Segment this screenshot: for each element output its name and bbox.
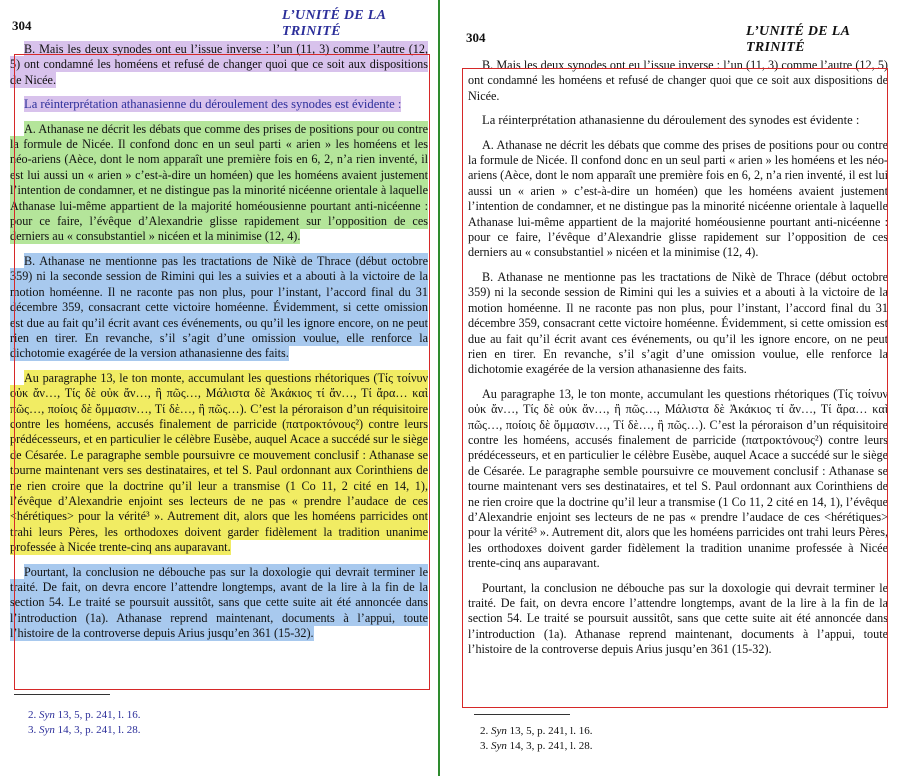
- paragraph: B. Mais les deux synodes ont eu l’issue inverse : l’un (11, 3) comme l’autre (12, 5) ont condamné les homéens et refusé de changer quoi que ce soit aux dispositions de Nicée.: [10, 42, 428, 87]
- paragraph: Au paragraphe 13, le ton monte, accumulant les questions rhétoriques (Τίς τοίνυν οὐκ ἄν…, Τίς δὲ οὐκ ἄν…, ἢ πῶς…, Μάλιστα δὲ Ἀκάκιος τί ἄν…, Τί ἄρα… καὶ πῶς…, ποίοις δὲ ὄμμασιν…, Τί δὲ…, ἢ πῶς…). C’est la péroraison d’un réquisitoire contre les homéens, accusés finalement de parricide (πατροκτόνους²) contre leurs prédécesseurs, et en particulier le célèbre Eusèbe, auquel Acace a succédé sur le siège de Césarée. Le paragraphe semble poursuivre ce mouvement conclusif : Athanase se tourne maintenant vers ses destinataires, et tel S. Paul ordonnant aux Corinthiens de ne rien croire que la doctrine qu’il leur a transmise (1 Co 11, 2 cité en 14, 1), l’évêque d’Alexandrie enjoint ses lecteurs de ne pas « prendre l’audace de ces <hérétiques> pour la vérité³ ». Autrement dit, alors que les homéens parricides ont trahi leurs Pères, les orthodoxes doivent garder fidèlement la tradition unanime professée à Nicée trente-cinq ans auparavant.: [10, 370, 428, 555]
- page-number: 304: [466, 30, 486, 45]
- annotated-page-panel: [0, 0, 436, 776]
- paragraph: Pourtant, la conclusion ne débouche pas sur la doxologie qui devrait terminer le traité. De fait, on devra encore l’attendre longtemps, avant de la lire à la fin de la section 54. Le traité se poursuit aussitôt, sans que cette suite ait été annoncée dans l’introduction (1a). Athanase reprend maintenant, documents à l’appui, toute l’histoire de la controverse depuis Arius jusqu’en 361 (15-32).: [10, 564, 428, 641]
- running-title: L’UNITÉ DE LA TRINITÉ: [282, 8, 386, 39]
- paragraph: B. Athanase ne mentionne pas les tractations de Nikè de Thrace (début octobre 359) ni la seconde session de Rimini qui les a suivies et a abouti à la victoire de la motion homéenne. Il ne raconte pas non plus, pour l’instant, l’accord final du 31 décembre 359, consacrant cette victoire homéenne. Évidemment, si cette omission est due au fait qu’il écrit avant ces événements, ou qu’il les ignore encore, on ne peut rien en tirer. En revanche, s’il s’agit d’une omission voulue, elle renforce la dichotomie exagérée de la version athanasienne des faits.: [468, 269, 888, 377]
- detected-text-region-box: [462, 68, 888, 708]
- page-number: 304: [12, 18, 32, 33]
- footnote: 3. Syn 14, 3, p. 241, l. 28.: [28, 724, 141, 736]
- footnote-separator: [474, 714, 570, 715]
- footnotes: [28, 708, 140, 738]
- footnote: 2. Syn 13, 5, p. 241, l. 16.: [28, 709, 141, 721]
- footnote: 3. Syn 14, 3, p. 241, l. 28.: [480, 740, 593, 752]
- running-title: L’UNITÉ DE LA TRINITÉ: [746, 24, 850, 55]
- detected-text-region-box: [14, 54, 430, 690]
- paragraph-heading: La réinterprétation athanasienne du déroulement des synodes est évidente :: [482, 113, 860, 128]
- footnote-separator: [14, 694, 110, 695]
- paragraph-heading: La réinterprétation athanasienne du déroulement des synodes est évidente :: [24, 97, 402, 112]
- paragraph: Pourtant, la conclusion ne débouche pas sur la doxologie qui devrait terminer le traité. De fait, on devra encore l’attendre longtemps, avant de la lire à la fin de la section 54. Le traité se poursuit aussitôt, sans que cette suite ait été annoncée dans l’introduction (1a). Athanase reprend maintenant, documents à l’appui, toute l’histoire de la controverse depuis Arius jusqu’en 361 (15-32).: [468, 580, 888, 657]
- footnotes: [480, 724, 592, 754]
- paragraph: B. Athanase ne mentionne pas les tractations de Nikè de Thrace (début octobre 359) ni la seconde session de Rimini qui les a suivies et a abouti à la victoire de la motion homéenne. Il ne raconte pas non plus, pour l’instant, l’accord final du 31 décembre 359, consacrant cette victoire homéenne. Évidemment, si cette omission est due au fait qu’il écrit avant ces événements, ou qu’il les ignore encore, on ne peut rien en tirer. En revanche, s’il s’agit d’une omission voulue, elle renforce la dichotomie exagérée de la version athanasienne des faits.: [10, 253, 428, 361]
- clean-page-panel: [438, 0, 900, 776]
- paragraph: Au paragraphe 13, le ton monte, accumulant les questions rhétoriques (Τίς τοίνυν οὐκ ἄν…, Τίς δὲ οὐκ ἄν…, ἢ πῶς…, Μάλιστα δὲ Ἀκάκιος τί ἄν…, Τί ἄρα… καὶ πῶς…, ποίοις δὲ ὄμμασιν…, Τί δὲ…, ἢ πῶς…). C’est la péroraison d’un réquisitoire contre les homéens, accusés finalement de parricide (πατροκτόνους²) contre leurs prédécesseurs, et en particulier le célèbre Eusèbe, auquel Acace a succédé sur le siège de Césarée. Le paragraphe semble poursuivre ce mouvement conclusif : Athanase se tourne maintenant vers ses destinataires, et tel S. Paul ordonnant aux Corinthiens de ne rien croire que la doctrine qu’il leur a transmise (1 Co 11, 2 cité en 14, 1), l’évêque d’Alexandrie enjoint ses lecteurs de ne pas « prendre l’audace de ces <hérétiques> pour la vérité³ ». Autrement dit, alors que les homéens parricides ont trahi leurs Pères, les orthodoxes doivent garder fidèlement la tradition unanime professée à Nicée trente-cinq ans auparavant.: [468, 386, 888, 571]
- paragraph: A. Athanase ne décrit les débats que comme des prises de positions pour ou contre la formule de Nicée. Il confond donc en un seul parti « arien » les homéens et les néo-ariens (Aèce, dont le nom apparaît une première fois en 6, 2, n’a rien inventé, il est lui aussi un « arien » c’est-à-dire un homéen) que les homéens avaient justement l’intention de condamner, et ne distingue pas la minorité nicéenne orientale à laquelle Athanase lui-même appartient de la majorité homéousienne pourtant anti-nicéenne : pour ce faire, l’évêque d’Alexandrie glisse rapidement sur l’opposition de ces derniers au « consubstantiel » nicéen et la minimise (12, 4).: [10, 121, 428, 244]
- paragraph: B. Mais les deux synodes ont eu l’issue inverse : l’un (11, 3) comme l’autre (12, 5) ont condamné les homéens et refusé de changer quoi que ce soit aux dispositions de Nicée.: [468, 58, 888, 103]
- paragraph: A. Athanase ne décrit les débats que comme des prises de positions pour ou contre la formule de Nicée. Il confond donc en un seul parti « arien » les homéens et les néo-ariens (Aèce, dont le nom apparaît une première fois en 6, 2, n’a rien inventé, il est lui aussi un « arien » c’est-à-dire un homéen) que les homéens avaient justement l’intention de condamner, et ne distingue pas la minorité nicéenne orientale à laquelle Athanase lui-même appartient de la majorité homéousienne pourtant anti-nicéenne : pour ce faire, l’évêque d’Alexandrie glisse rapidement sur l’opposition de ces derniers au « consubstantiel » nicéen et la minimise (12, 4).: [468, 137, 888, 260]
- footnote: 2. Syn 13, 5, p. 241, l. 16.: [480, 725, 593, 737]
